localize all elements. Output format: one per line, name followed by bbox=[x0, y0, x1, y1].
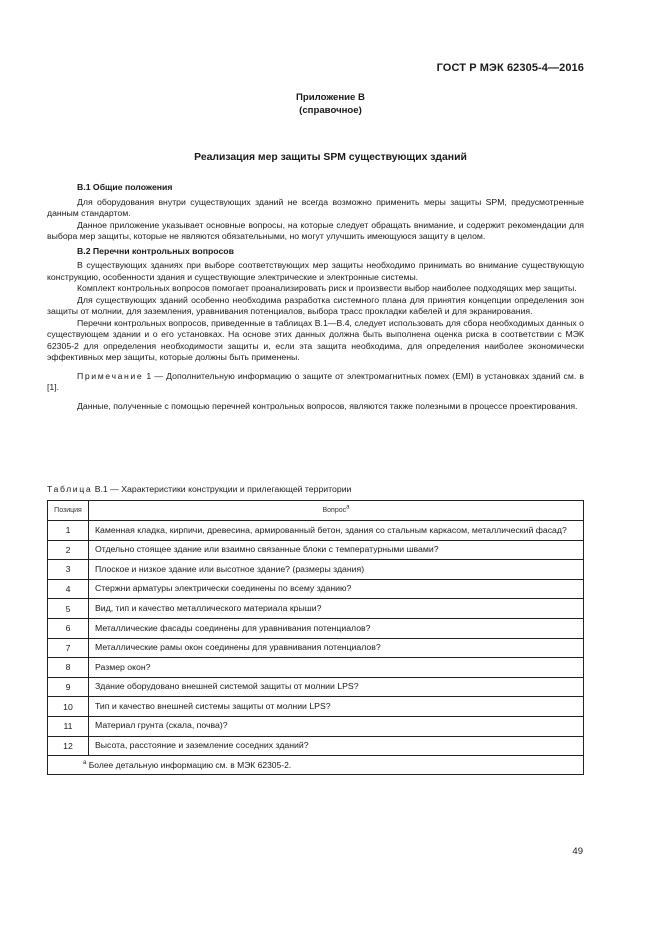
note-text: 1 — Дополнительную информацию о защите от электромагнитных помех (EMI) в установках зданий см. в [1]. bbox=[47, 370, 584, 392]
row-question: Стержни арматуры электрически соединены по всему зданию? bbox=[89, 579, 584, 599]
table-row bbox=[48, 618, 584, 638]
column-header-position: Позиция bbox=[48, 501, 89, 521]
table-caption-text: B.1 — Характеристики конструкции и прилегающей территории bbox=[94, 484, 352, 494]
paragraph: Данное приложение указывает основные вопросы, на которые следует обращать внимание, и содержит рекомендации для выбора мер защиты, которые не являются обязательными, но могут улучшить имеющуюся защиту в целом. bbox=[47, 219, 584, 241]
row-question: Металлические рамы окон соединены для уравнивания потенциалов? bbox=[89, 638, 584, 658]
row-position: 12 bbox=[48, 736, 89, 756]
table-row bbox=[48, 540, 584, 560]
row-question: Вид, тип и качество металлического материала крыши? bbox=[89, 599, 584, 619]
table-row bbox=[48, 658, 584, 678]
row-question: Металлические фасады соединены для уравнивания потенциалов? bbox=[89, 618, 584, 638]
footnote-marker: a bbox=[346, 504, 350, 511]
row-position: 4 bbox=[48, 579, 89, 599]
column-header-question-label: Вопрос bbox=[322, 507, 347, 514]
paragraph: В существующих зданиях при выборе соответствующих мер защиты необходимо принимать во внимание существующую конструкцию, особенности здания и существующие электрические и электронные системы. bbox=[47, 260, 584, 282]
table-row bbox=[48, 697, 584, 717]
row-position: 6 bbox=[48, 618, 89, 638]
row-question: Здание оборудовано внешней системой защиты от молнии LPS? bbox=[89, 677, 584, 697]
appendix-title: Реализация мер защиты SPM существующих зданий bbox=[194, 152, 467, 163]
table-header-row bbox=[48, 501, 584, 521]
body-text bbox=[47, 182, 584, 412]
row-position: 5 bbox=[48, 599, 89, 619]
row-position: 9 bbox=[48, 677, 89, 697]
row-question: Отдельно стоящее здание или взаимно связанные блоки с температурными швами? bbox=[89, 540, 584, 560]
footnote-text: Более детальную информацию см. в МЭК 62305-2. bbox=[88, 760, 292, 771]
table-row bbox=[48, 736, 584, 756]
row-question: Тип и качество внешней системы защиты от молнии LPS? bbox=[89, 697, 584, 717]
table-row bbox=[48, 638, 584, 658]
row-position: 11 bbox=[48, 716, 89, 736]
row-position: 1 bbox=[48, 521, 89, 541]
paragraph: Перечни контрольных вопросов, приведенные в таблицах B.1—B.4, следует использовать для сбора необходимых данных о существующем здании и о его установках. На основе этих данных должна быть выполнена оценка риска в соответствии с МЭК 62305-2 для определения необходимости защиты и, если эта защита необходима, для определения наиболее экономически эффективных мер защиты, которые должны быть применены. bbox=[47, 317, 584, 362]
table-body bbox=[48, 521, 584, 756]
standard-number: ГОСТ Р МЭК 62305-4—2016 bbox=[436, 62, 584, 74]
row-position: 8 bbox=[48, 658, 89, 678]
row-question: Высота, расстояние и заземление соседних зданий? bbox=[89, 736, 584, 756]
table-caption bbox=[47, 484, 351, 494]
appendix-heading bbox=[0, 91, 661, 117]
table-row bbox=[48, 716, 584, 736]
table-caption-label: Таблица bbox=[47, 484, 93, 494]
row-position: 3 bbox=[48, 560, 89, 580]
page-number: 49 bbox=[572, 846, 583, 857]
table-row bbox=[48, 599, 584, 619]
table-row bbox=[48, 677, 584, 697]
row-question: Размер окон? bbox=[89, 658, 584, 678]
row-question: Материал грунта (скала, почва)? bbox=[89, 716, 584, 736]
row-question: Плоское и низкое здание или высотное здание? (размеры здания) bbox=[89, 560, 584, 580]
row-position: 10 bbox=[48, 697, 89, 717]
row-position: 7 bbox=[48, 638, 89, 658]
section-b1-heading: B.1 Общие положения bbox=[77, 182, 173, 192]
paragraph: Данные, полученные с помощью перечней контрольных вопросов, являются также полезными в процессе проектирования. bbox=[77, 400, 578, 411]
appendix-type: (справочное) bbox=[299, 105, 362, 116]
section-b2-heading: B.2 Перечни контрольных вопросов bbox=[77, 245, 234, 256]
table-row bbox=[48, 579, 584, 599]
paragraph: Комплект контрольных вопросов помогает проанализировать риск и произвести выбор наиболее подходящих мер защиты. bbox=[77, 283, 577, 293]
table-footnote bbox=[48, 756, 584, 775]
table-row bbox=[48, 560, 584, 580]
checklist-table bbox=[47, 500, 584, 775]
appendix-label: Приложение В bbox=[296, 92, 365, 103]
note-label: Примечание bbox=[77, 370, 144, 381]
paragraph: Для оборудования внутри существующих зданий не всегда возможно применить меры защиты SPM, предусмотренные данным стандартом. bbox=[47, 196, 584, 218]
table-footnote-row bbox=[48, 756, 584, 775]
table-row bbox=[48, 521, 584, 541]
row-question: Каменная кладка, кирпичи, древесина, армированный бетон, здания со стальным каркасом, металлический фасад? bbox=[89, 521, 584, 541]
column-header-question bbox=[89, 501, 584, 521]
paragraph: Для существующих зданий особенно необходима разработка системного плана для принятия концепции определения зон защиты от молнии, для заземления, уравнивания потенциалов, выбора трасс прокладки кабелей и для экранирования. bbox=[47, 294, 584, 316]
footnote-mark: a bbox=[83, 760, 87, 767]
note bbox=[47, 371, 584, 394]
row-position: 2 bbox=[48, 540, 89, 560]
